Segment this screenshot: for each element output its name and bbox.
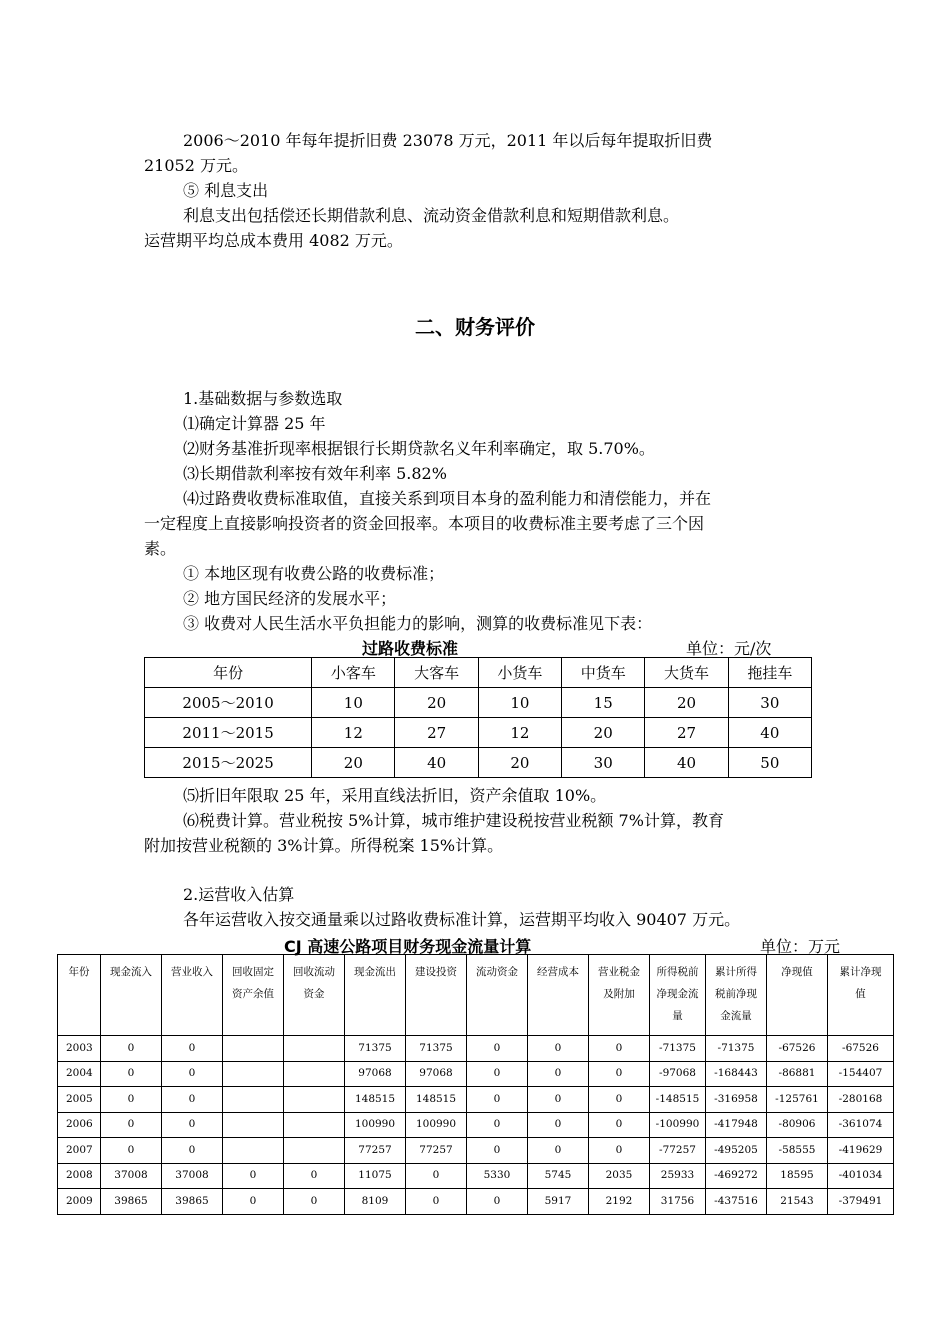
cashflow-header-cell xyxy=(345,955,406,1036)
basic-item-3: ⑶长期借款利率按有效年利率 5.82% xyxy=(183,464,447,483)
table-cell: 11075 xyxy=(345,1163,406,1189)
cashflow-header-text: 回收流动 xyxy=(293,966,335,978)
intro-paragraph-line-1: 2006～2010 年每年提折旧费 23078 万元，2011 年以后每年提取折旧费 xyxy=(183,131,713,150)
cashflow-header-cell xyxy=(589,955,650,1036)
cashflow-header-text: 净现金流 xyxy=(656,988,699,1000)
table-cell: 50 xyxy=(728,748,811,778)
toll-header-cell: 大客车 xyxy=(395,658,478,688)
table-cell: -280168 xyxy=(828,1087,894,1113)
year-cell: 2006 xyxy=(58,1112,101,1138)
table-cell: 0 xyxy=(589,1138,650,1164)
table-cell: -125761 xyxy=(767,1087,828,1113)
table-cell: 2035 xyxy=(589,1163,650,1189)
toll-header-cell: 拖挂车 xyxy=(728,658,811,688)
cashflow-header-cell xyxy=(467,955,528,1036)
table-cell xyxy=(284,1087,345,1113)
basic-item-4-line-3: 素。 xyxy=(144,539,177,558)
basic-data-heading: 1.基础数据与参数选取 xyxy=(183,389,343,408)
table-cell: 25933 xyxy=(650,1163,706,1189)
year-cell: 2005 xyxy=(58,1087,101,1113)
table-cell: -67526 xyxy=(828,1036,894,1062)
table-cell: 0 xyxy=(589,1036,650,1062)
cashflow-header-text: 经营成本 xyxy=(537,966,579,978)
table-cell: 0 xyxy=(101,1061,162,1087)
table-cell: -417948 xyxy=(706,1112,767,1138)
cashflow-header-text: 净现值 xyxy=(781,966,813,978)
table-cell: 8109 xyxy=(345,1189,406,1215)
cashflow-header-cell xyxy=(767,955,828,1036)
table-cell: 0 xyxy=(528,1087,589,1113)
table-cell: 18595 xyxy=(767,1163,828,1189)
table-row xyxy=(145,748,812,778)
factor-1: ① 本地区现有收费公路的收费标准； xyxy=(183,564,445,583)
table-cell: 37008 xyxy=(162,1163,223,1189)
year-cell: 2004 xyxy=(58,1061,101,1087)
table-row xyxy=(58,1138,894,1164)
table-cell: 30 xyxy=(728,688,811,718)
table-cell: 20 xyxy=(395,688,478,718)
revenue-paragraph: 各年运营收入按交通量乘以过路收费标准计算，运营期平均收入 90407 万元。 xyxy=(183,910,741,929)
table-cell: -97068 xyxy=(650,1061,706,1087)
cashflow-header-text: 累计所得 xyxy=(715,966,757,978)
cashflow-header-cell xyxy=(162,955,223,1036)
toll-header-cell: 小客车 xyxy=(312,658,395,688)
table-cell: 0 xyxy=(162,1061,223,1087)
table-cell: -361074 xyxy=(828,1112,894,1138)
basic-item-1: ⑴确定计算器 25 年 xyxy=(183,414,326,433)
cashflow-header-text: 资产余值 xyxy=(232,988,274,1000)
table-cell: -419629 xyxy=(828,1138,894,1164)
table-cell: 0 xyxy=(284,1189,345,1215)
intro-paragraph-line-2: 21052 万元。 xyxy=(144,156,248,175)
table-cell: -67526 xyxy=(767,1036,828,1062)
cashflow-header-text: 营业收入 xyxy=(171,966,213,978)
table-cell xyxy=(223,1112,284,1138)
cashflow-header-text: 及附加 xyxy=(603,988,635,1000)
table-cell xyxy=(284,1036,345,1062)
table-cell: 97068 xyxy=(406,1061,467,1087)
cashflow-header-cell xyxy=(406,955,467,1036)
cashflow-header-text: 值 xyxy=(855,988,866,1000)
table-cell: 0 xyxy=(284,1163,345,1189)
cashflow-body xyxy=(58,1036,894,1215)
table-cell: -401034 xyxy=(828,1163,894,1189)
depreciation-item: ⑸折旧年限取 25 年，采用直线法折旧，资产余值取 10%。 xyxy=(183,786,607,805)
cashflow-header-text: 所得税前 xyxy=(656,966,699,978)
table-cell: -168443 xyxy=(706,1061,767,1087)
cashflow-header-text: 税前净现 xyxy=(715,988,757,1000)
table-row xyxy=(58,1112,894,1138)
table-row xyxy=(58,1163,894,1189)
table-cell: 5330 xyxy=(467,1163,528,1189)
table-cell: 0 xyxy=(467,1138,528,1164)
year-cell: 2007 xyxy=(58,1138,101,1164)
table-cell: -71375 xyxy=(706,1036,767,1062)
table-cell: 39865 xyxy=(162,1189,223,1215)
cashflow-table-title: CJ 高速公路项目财务现金流量计算 xyxy=(284,937,532,956)
table-cell: 21543 xyxy=(767,1189,828,1215)
table-row xyxy=(145,688,812,718)
table-cell xyxy=(223,1138,284,1164)
table-cell: -80906 xyxy=(767,1112,828,1138)
table-cell: 0 xyxy=(467,1112,528,1138)
table-cell xyxy=(284,1061,345,1087)
cashflow-header-cell xyxy=(58,955,101,1036)
table-cell: -71375 xyxy=(650,1036,706,1062)
table-cell: -379491 xyxy=(828,1189,894,1215)
table-cell: 2192 xyxy=(589,1189,650,1215)
table-cell: 0 xyxy=(528,1112,589,1138)
basic-item-4-line-1: ⑷过路费收费标准取值，直接关系到项目本身的盈利能力和清偿能力，并在 xyxy=(183,489,712,508)
cashflow-header-cell xyxy=(284,955,345,1036)
table-cell: 5745 xyxy=(528,1163,589,1189)
table-row xyxy=(145,718,812,748)
table-cell: 0 xyxy=(162,1138,223,1164)
table-cell: 20 xyxy=(312,748,395,778)
year-cell: 2009 xyxy=(58,1189,101,1215)
table-cell xyxy=(284,1138,345,1164)
cashflow-header-text: 现金流出 xyxy=(354,966,396,978)
table-row xyxy=(58,1061,894,1087)
toll-header-cell: 年份 xyxy=(145,658,312,688)
item-interest-heading: ⑤ 利息支出 xyxy=(183,181,269,200)
table-cell: 0 xyxy=(162,1036,223,1062)
table-cell: 2011～2015 xyxy=(145,718,312,748)
table-cell: 31756 xyxy=(650,1189,706,1215)
table-cell: 100990 xyxy=(345,1112,406,1138)
cashflow-header-text: 累计净现 xyxy=(839,966,882,978)
cashflow-header-text: 金流量 xyxy=(720,1010,752,1022)
table-cell: 20 xyxy=(645,688,728,718)
table-cell: -86881 xyxy=(767,1061,828,1087)
cashflow-header-text: 流动资金 xyxy=(476,966,518,978)
factor-3: ③ 收费对人民生活水平负担能力的影响，测算的收费标准见下表： xyxy=(183,614,653,633)
table-cell: -495205 xyxy=(706,1138,767,1164)
table-cell: 10 xyxy=(478,688,561,718)
cashflow-table xyxy=(57,954,894,1215)
table-cell: 71375 xyxy=(406,1036,467,1062)
table-cell: 71375 xyxy=(345,1036,406,1062)
table-cell: -154407 xyxy=(828,1061,894,1087)
cashflow-header-cell xyxy=(528,955,589,1036)
table-cell: 10 xyxy=(312,688,395,718)
table-cell: 20 xyxy=(478,748,561,778)
table-cell: 27 xyxy=(395,718,478,748)
cashflow-header-cell xyxy=(706,955,767,1036)
table-cell: 148515 xyxy=(345,1087,406,1113)
table-cell xyxy=(284,1112,345,1138)
tax-item-line-2: 附加按营业税额的 3%计算。所得税案 15%计算。 xyxy=(144,836,504,855)
toll-standard-table xyxy=(144,657,812,778)
table-cell: 0 xyxy=(528,1061,589,1087)
toll-header-cell: 中货车 xyxy=(562,658,645,688)
cashflow-header-text: 量 xyxy=(672,1010,683,1022)
table-cell: 0 xyxy=(589,1112,650,1138)
table-cell: 0 xyxy=(528,1138,589,1164)
cashflow-header-text: 建设投资 xyxy=(415,966,457,978)
table-cell: 39865 xyxy=(101,1189,162,1215)
table-cell: 40 xyxy=(645,748,728,778)
table-cell: 12 xyxy=(478,718,561,748)
cashflow-header-cell xyxy=(650,955,706,1036)
year-cell: 2008 xyxy=(58,1163,101,1189)
revenue-heading: 2.运营收入估算 xyxy=(183,885,295,904)
table-cell: 27 xyxy=(645,718,728,748)
table-cell: 0 xyxy=(467,1061,528,1087)
table-cell xyxy=(223,1036,284,1062)
table-cell: 0 xyxy=(223,1163,284,1189)
table-cell: 0 xyxy=(101,1138,162,1164)
section-title: 二、财务评价 xyxy=(415,315,535,339)
table-cell: 0 xyxy=(406,1189,467,1215)
table-cell: 0 xyxy=(101,1112,162,1138)
cashflow-header-text: 年份 xyxy=(68,966,90,978)
table-cell: 77257 xyxy=(345,1138,406,1164)
toll-table-title: 过路收费标准 xyxy=(362,639,459,658)
interest-paragraph: 利息支出包括偿还长期借款利息、流动资金借款利息和短期借款利息。 xyxy=(183,206,680,225)
toll-table-unit: 单位：元/次 xyxy=(686,639,772,658)
table-cell: 0 xyxy=(223,1189,284,1215)
cashflow-header-cell xyxy=(101,955,162,1036)
table-cell: 0 xyxy=(101,1036,162,1062)
table-cell: -316958 xyxy=(706,1087,767,1113)
year-cell: 2003 xyxy=(58,1036,101,1062)
table-cell: 0 xyxy=(101,1087,162,1113)
basic-item-2: ⑵财务基准折现率根据银行长期贷款名义年利率确定，取 5.70%。 xyxy=(183,439,655,458)
cashflow-header-text: 资金 xyxy=(303,988,325,1000)
table-cell xyxy=(223,1061,284,1087)
table-cell: 0 xyxy=(162,1087,223,1113)
table-cell: -100990 xyxy=(650,1112,706,1138)
table-cell: 30 xyxy=(562,748,645,778)
table-cell: 37008 xyxy=(101,1163,162,1189)
table-cell: -437516 xyxy=(706,1189,767,1215)
basic-item-4-line-2: 一定程度上直接影响投资者的资金回报率。本项目的收费标准主要考虑了三个因 xyxy=(144,514,705,533)
table-cell: 0 xyxy=(589,1061,650,1087)
table-cell: 77257 xyxy=(406,1138,467,1164)
cashflow-header-text: 回收固定 xyxy=(232,966,274,978)
table-cell: -469272 xyxy=(706,1163,767,1189)
table-cell: 0 xyxy=(406,1163,467,1189)
table-cell: 0 xyxy=(467,1189,528,1215)
table-cell: 40 xyxy=(728,718,811,748)
table-cell: 0 xyxy=(467,1036,528,1062)
table-cell: 100990 xyxy=(406,1112,467,1138)
table-row xyxy=(58,1087,894,1113)
cashflow-header-cell xyxy=(223,955,284,1036)
table-cell: 148515 xyxy=(406,1087,467,1113)
table-cell: -58555 xyxy=(767,1138,828,1164)
table-cell: -148515 xyxy=(650,1087,706,1113)
table-cell: 97068 xyxy=(345,1061,406,1087)
cashflow-header-row xyxy=(58,955,894,1036)
toll-header-cell: 大货车 xyxy=(645,658,728,688)
cashflow-header-text: 营业税金 xyxy=(598,966,640,978)
table-cell: 0 xyxy=(528,1036,589,1062)
tax-item-line-1: ⑹税费计算。营业税按 5%计算，城市维护建设税按营业税额 7%计算，教育 xyxy=(183,811,724,830)
table-cell: 20 xyxy=(562,718,645,748)
toll-header-cell: 小货车 xyxy=(478,658,561,688)
table-cell: 0 xyxy=(467,1087,528,1113)
table-cell: -77257 xyxy=(650,1138,706,1164)
table-cell: 0 xyxy=(162,1112,223,1138)
table-cell: 15 xyxy=(562,688,645,718)
table-cell: 40 xyxy=(395,748,478,778)
avg-cost-paragraph: 运营期平均总成本费用 4082 万元。 xyxy=(144,231,403,250)
table-row xyxy=(58,1189,894,1215)
table-cell: 0 xyxy=(589,1087,650,1113)
cashflow-table-unit: 单位：万元 xyxy=(760,937,841,956)
table-cell: 12 xyxy=(312,718,395,748)
cashflow-header-text: 现金流入 xyxy=(110,966,152,978)
factor-2: ② 地方国民经济的发展水平； xyxy=(183,589,397,608)
table-cell: 2015～2025 xyxy=(145,748,312,778)
table-cell: 5917 xyxy=(528,1189,589,1215)
toll-header-row xyxy=(145,658,812,688)
cashflow-header-cell xyxy=(828,955,894,1036)
table-row xyxy=(58,1036,894,1062)
table-cell xyxy=(223,1087,284,1113)
table-cell: 2005～2010 xyxy=(145,688,312,718)
